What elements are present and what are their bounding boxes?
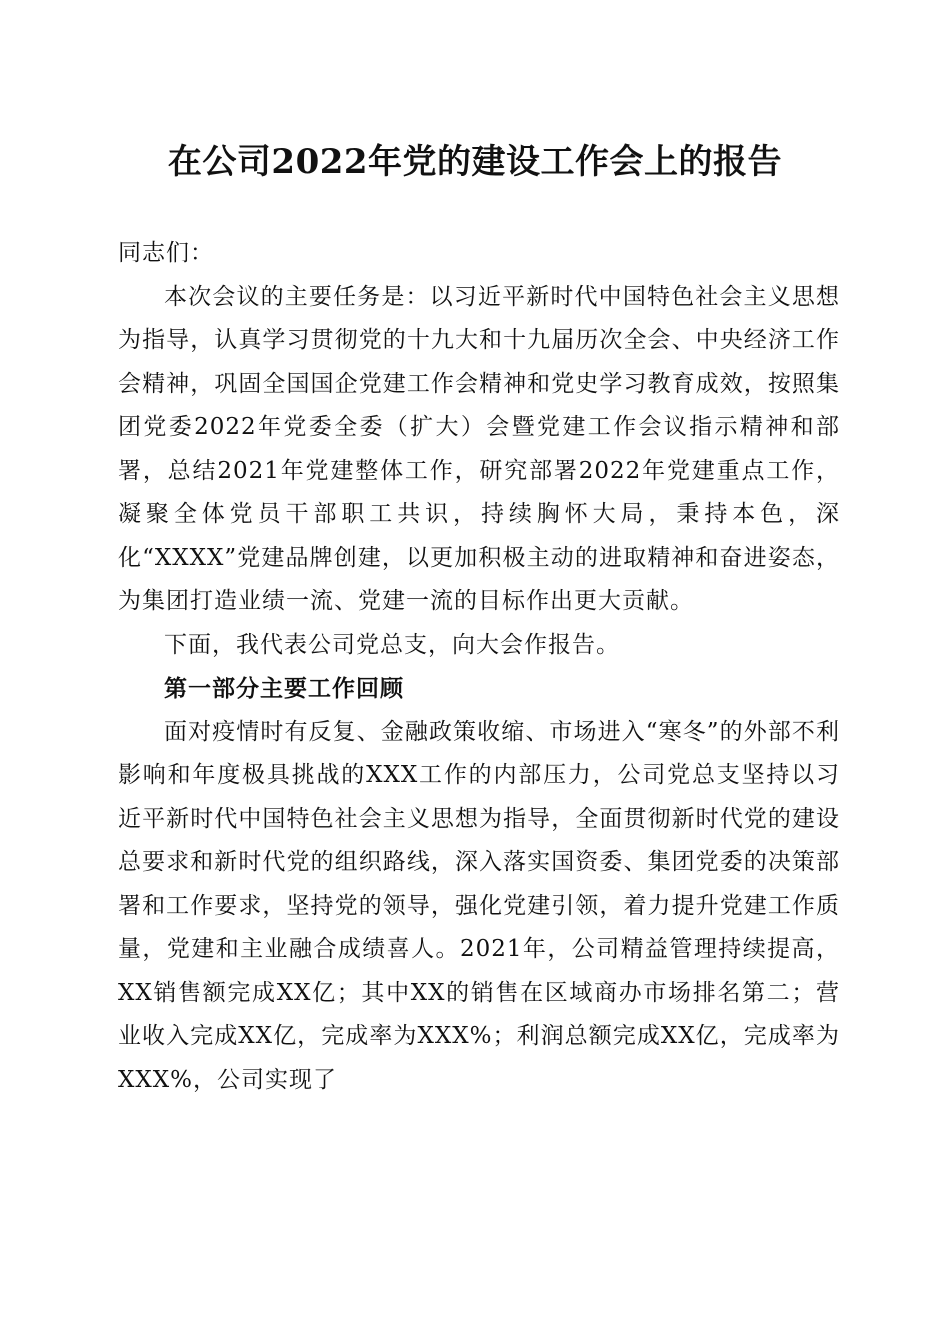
paragraph-intro: 本次会议的主要任务是：以习近平新时代中国特色社会主义思想为指导，认真学习贯彻党的十九大和十九届历次全会、中央经济工作会精神，巩固全国国企党建工作会精神和党史学习教育成效，按照集团党委2022年党委全委（扩大）会暨党建工作会议指示精神和部署，总结2021年党建整体工作，研究部署2022年党建重点工作，凝聚全体党员干部职工共识，持续胸怀大局，秉持本色，深化“XXXX”党建品牌创建，以更加积极主动的进取精神和奋进姿态，为集团打造业绩一流、党建一流的目标作出更大贡献。 <box>118 283 840 614</box>
section-heading: 第一部分主要工作回顾 <box>164 675 404 702</box>
document-title: 在公司2022年党的建设工作会上的报告 <box>167 142 783 182</box>
document-body <box>118 232 840 1102</box>
paragraph-work-review: 面对疫情时有反复、金融政策收缩、市场进入“寒冬”的外部不利影响和年度极具挑战的XXX工作的内部压力，公司党总支坚持以习近平新时代中国特色社会主义思想为指导，全面贯彻新时代党的建设总要求和新时代党的组织路线，深入落实国资委、集团党委的决策部署和工作要求，坚持党的领导，强化党建引领，着力提升党建工作质量，党建和主业融合成绩喜人。2021年，公司精益管理持续提高，XX销售额完成XX亿；其中XX的销售在区域商办市场排名第二；营业收入完成XX亿，完成率为XXX%；利润总额完成XX亿，完成率为XXX%，公司实现了 <box>118 718 840 1093</box>
paragraph-report-statement: 下面，我代表公司党总支，向大会作报告。 <box>164 631 620 658</box>
salutation: 同志们： <box>118 240 214 266</box>
